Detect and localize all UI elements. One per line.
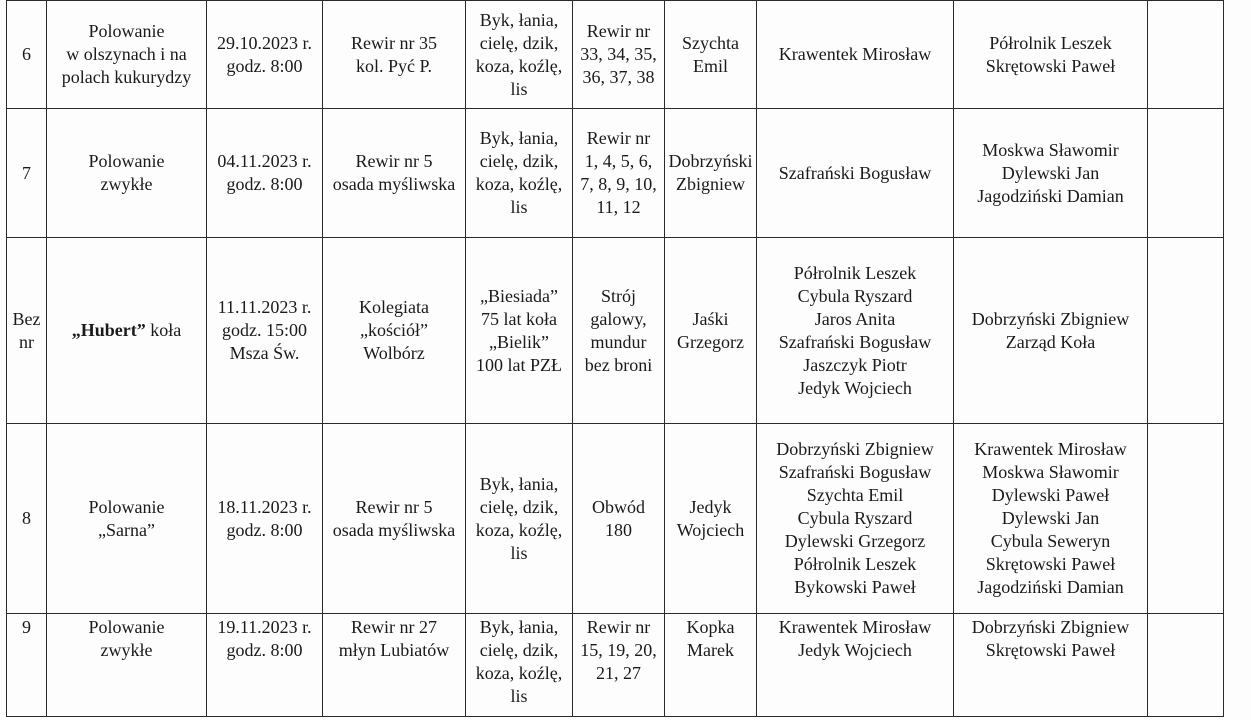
cell-game: Byk, łania, cielę, dzik, koza, koźlę, lis (466, 614, 573, 717)
cell-persons-b: Dobrzyński Zbigniew Skrętowski Paweł (954, 614, 1148, 717)
cell-leader: Szychta Emil (665, 1, 757, 109)
cell-game: Byk, łania, cielę, dzik, koza, koźlę, lis (466, 1, 573, 109)
cell-hunt-name: Polowanie w olszynach i na polach kukurydzy (47, 1, 207, 109)
cell-persons-b: Dobrzyński Zbigniew Zarząd Koła (954, 238, 1148, 424)
cell-date: 19.11.2023 r. godz. 8:00 (207, 614, 323, 717)
cell-persons-b: Półrolnik Leszek Skrętowski Paweł (954, 1, 1148, 109)
cell-hunt-name: Polowanie zwykłe (47, 109, 207, 238)
cell-game: Byk, łania, cielę, dzik, koza, koźlę, lis (466, 424, 573, 614)
cell-empty (1148, 109, 1224, 238)
cell-leader: Jedyk Wojciech (665, 424, 757, 614)
cell-leader: Dobrzyński Zbigniew (665, 109, 757, 238)
table-row (7, 1, 1224, 109)
cell-date: 11.11.2023 r. godz. 15:00 Msza Św. (207, 238, 323, 424)
cell-leader: Kopka Marek (665, 614, 757, 717)
cell-empty (1148, 238, 1224, 424)
cell-persons-b: Krawentek Mirosław Moskwa Sławomir Dylewski Paweł Dylewski Jan Cybula Seweryn Skrętowski Paweł Jagodziński Damian (954, 424, 1148, 614)
cell-hunt-name: Polowanie zwykłe (47, 614, 207, 717)
cell-date: 29.10.2023 r. godz. 8:00 (207, 1, 323, 109)
table-row (7, 424, 1224, 614)
cell-empty (1148, 614, 1224, 717)
cell-game: Byk, łania, cielę, dzik, koza, koźlę, lis (466, 109, 573, 238)
hubert-name-bold: „Hubert” (71, 320, 146, 340)
table-row (7, 238, 1224, 424)
cell-date: 18.11.2023 r. godz. 8:00 (207, 424, 323, 614)
cell-nr: Bez nr (7, 238, 47, 424)
cell-area: Obwód 180 (573, 424, 665, 614)
cell-game: „Biesiada” 75 lat koła „Bielik” 100 lat PZŁ (466, 238, 573, 424)
table-row (7, 109, 1224, 238)
cell-hunt-name: Polowanie „Sarna” (47, 424, 207, 614)
cell-place: Rewir nr 27 młyn Lubiatów (323, 614, 466, 717)
cell-area: Rewir nr 33, 34, 35, 36, 37, 38 (573, 1, 665, 109)
cell-nr: 9 (7, 614, 47, 717)
cell-area: Rewir nr 1, 4, 5, 6, 7, 8, 9, 10, 11, 12 (573, 109, 665, 238)
cell-persons-a: Szafrański Bogusław (757, 109, 954, 238)
cell-place: Rewir nr 35 kol. Pyć P. (323, 1, 466, 109)
cell-persons-b: Moskwa Sławomir Dylewski Jan Jagodziński Damian (954, 109, 1148, 238)
cell-date: 04.11.2023 r. godz. 8:00 (207, 109, 323, 238)
cell-nr: 6 (7, 1, 47, 109)
cell-place: Rewir nr 5 osada myśliwska (323, 109, 466, 238)
table-row (7, 614, 1224, 717)
cell-nr: 8 (7, 424, 47, 614)
cell-leader: Jaśki Grzegorz (665, 238, 757, 424)
cell-persons-a: Dobrzyński Zbigniew Szafrański Bogusław Szychta Emil Cybula Ryszard Dylewski Grzegorz Półrolnik Leszek Bykowski Paweł (757, 424, 954, 614)
cell-place: Kolegiata „kościół” Wolbórz (323, 238, 466, 424)
cell-area: Strój galowy, mundur bez broni (573, 238, 665, 424)
cell-persons-a: Krawentek Mirosław Jedyk Wojciech (757, 614, 954, 717)
cell-empty (1148, 424, 1224, 614)
cell-empty (1148, 1, 1224, 109)
cell-hunt-name: „Hubert” koła (47, 238, 207, 424)
hunt-schedule-table (6, 0, 1224, 717)
cell-nr: 7 (7, 109, 47, 238)
cell-place: Rewir nr 5 osada myśliwska (323, 424, 466, 614)
cell-persons-a: Krawentek Mirosław (757, 1, 954, 109)
cell-persons-a: Półrolnik Leszek Cybula Ryszard Jaros Anita Szafrański Bogusław Jaszczyk Piotr Jedyk Wojciech (757, 238, 954, 424)
cell-area: Rewir nr 15, 19, 20, 21, 27 (573, 614, 665, 717)
